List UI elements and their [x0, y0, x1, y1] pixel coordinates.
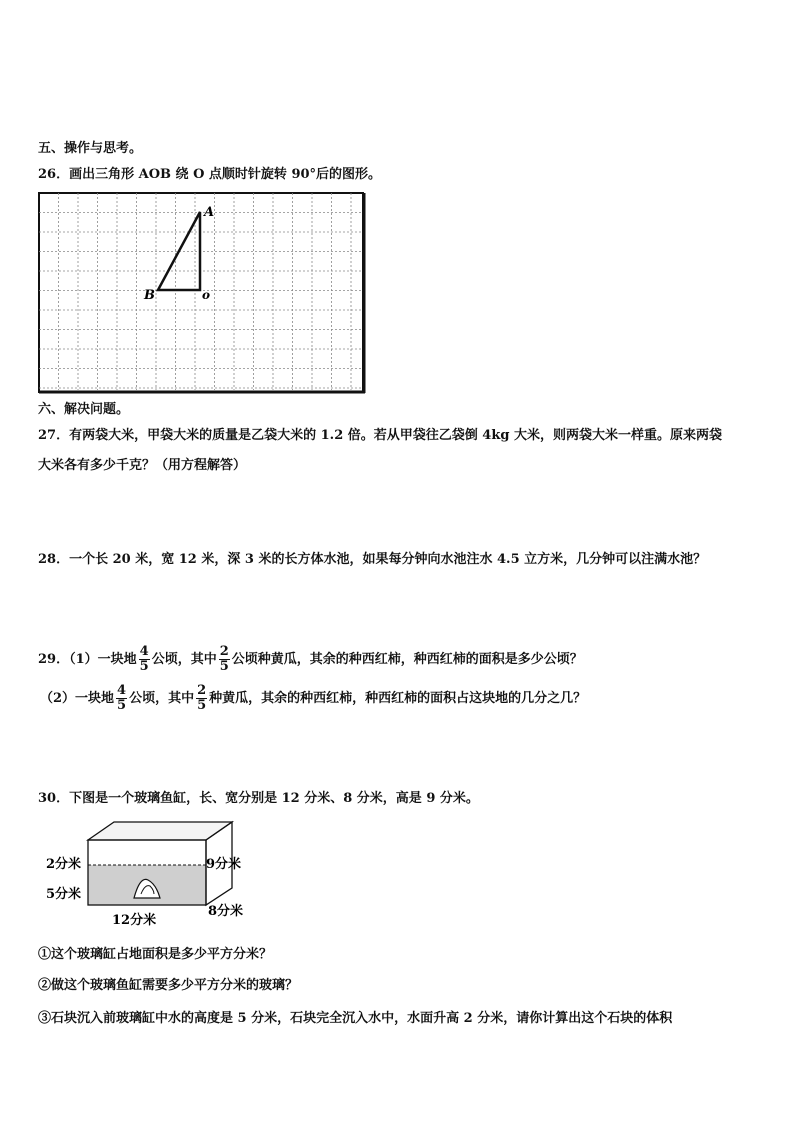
section-6-heading: 六、解决问题。 — [38, 402, 130, 417]
fraction-four-fifths: $\frac{4}{5}$ — [139, 644, 149, 674]
question-30-sub-1: ①这个玻璃缸占地面积是多少平方分米？ — [38, 947, 273, 962]
q29-p1-text-a: 29．（1）一块地 — [38, 652, 137, 667]
label-height-9dm: 9分米 — [206, 857, 242, 872]
question-26: 26．画出三角形 AOB 绕 O 点顺时针旋转 90°后的图形。 — [38, 167, 382, 182]
label-top-2dm: 2分米 — [46, 857, 82, 872]
q29-p2-text-b: 公顷，其中 — [129, 691, 195, 706]
section-5-heading: 五、操作与思考。 — [38, 141, 143, 156]
label-b: B — [144, 288, 155, 303]
question-29-part-1 — [38, 645, 583, 675]
label-water-5dm: 5分米 — [46, 887, 82, 902]
question-30-sub-2: ②做这个玻璃鱼缸需要多少平方分米的玻璃？ — [38, 978, 299, 993]
fish-tank-figure — [44, 818, 264, 930]
q29-p2-text-c: 种黄瓜，其余的种西红柿，种西红柿的面积占这块地的几分之几？ — [209, 691, 587, 706]
label-width-8dm: 8分米 — [208, 904, 244, 919]
label-a: A — [204, 205, 215, 220]
label-o: o — [202, 288, 211, 302]
question-27-line-1: 27．有两袋大米，甲袋大米的质量是乙袋大米的 1.2 倍。若从甲袋往乙袋倒 4kg 大米，则两袋大米一样重。原来两袋 — [38, 428, 722, 443]
question-30-sub-3: ③石块沉入前玻璃缸中水的高度是 5 分米，石块完全沉入水中，水面升高 2 分米，请你计算出这个石块的体积 — [38, 1011, 673, 1026]
fraction-two-fifths: $\frac{2}{5}$ — [219, 644, 229, 674]
q29-p1-text-c: 公顷种黄瓜，其余的种西红柿，种西红柿的面积是多少公顷？ — [231, 652, 583, 667]
question-30: 30．下图是一个玻璃鱼缸，长、宽分别是 12 分米、8 分米，高是 9 分米。 — [38, 791, 479, 806]
q29-p1-text-b: 公顷，其中 — [151, 652, 217, 667]
question-28: 28．一个长 20 米，宽 12 米，深 3 米的长方体水池，如果每分钟向水池注水 4.5 立方米，几分钟可以注满水池？ — [38, 552, 707, 567]
question-29-part-2 — [40, 684, 586, 714]
fraction-two-fifths-2: $\frac{2}{5}$ — [197, 683, 207, 713]
rotation-grid-figure — [38, 192, 366, 394]
question-27-line-2: 大米各有多少千克？（用方程解答） — [38, 458, 247, 473]
label-length-12dm: 12分米 — [112, 913, 157, 928]
fraction-four-fifths-2: $\frac{4}{5}$ — [117, 683, 127, 713]
q29-p2-text-a: （2）一块地 — [40, 691, 115, 706]
